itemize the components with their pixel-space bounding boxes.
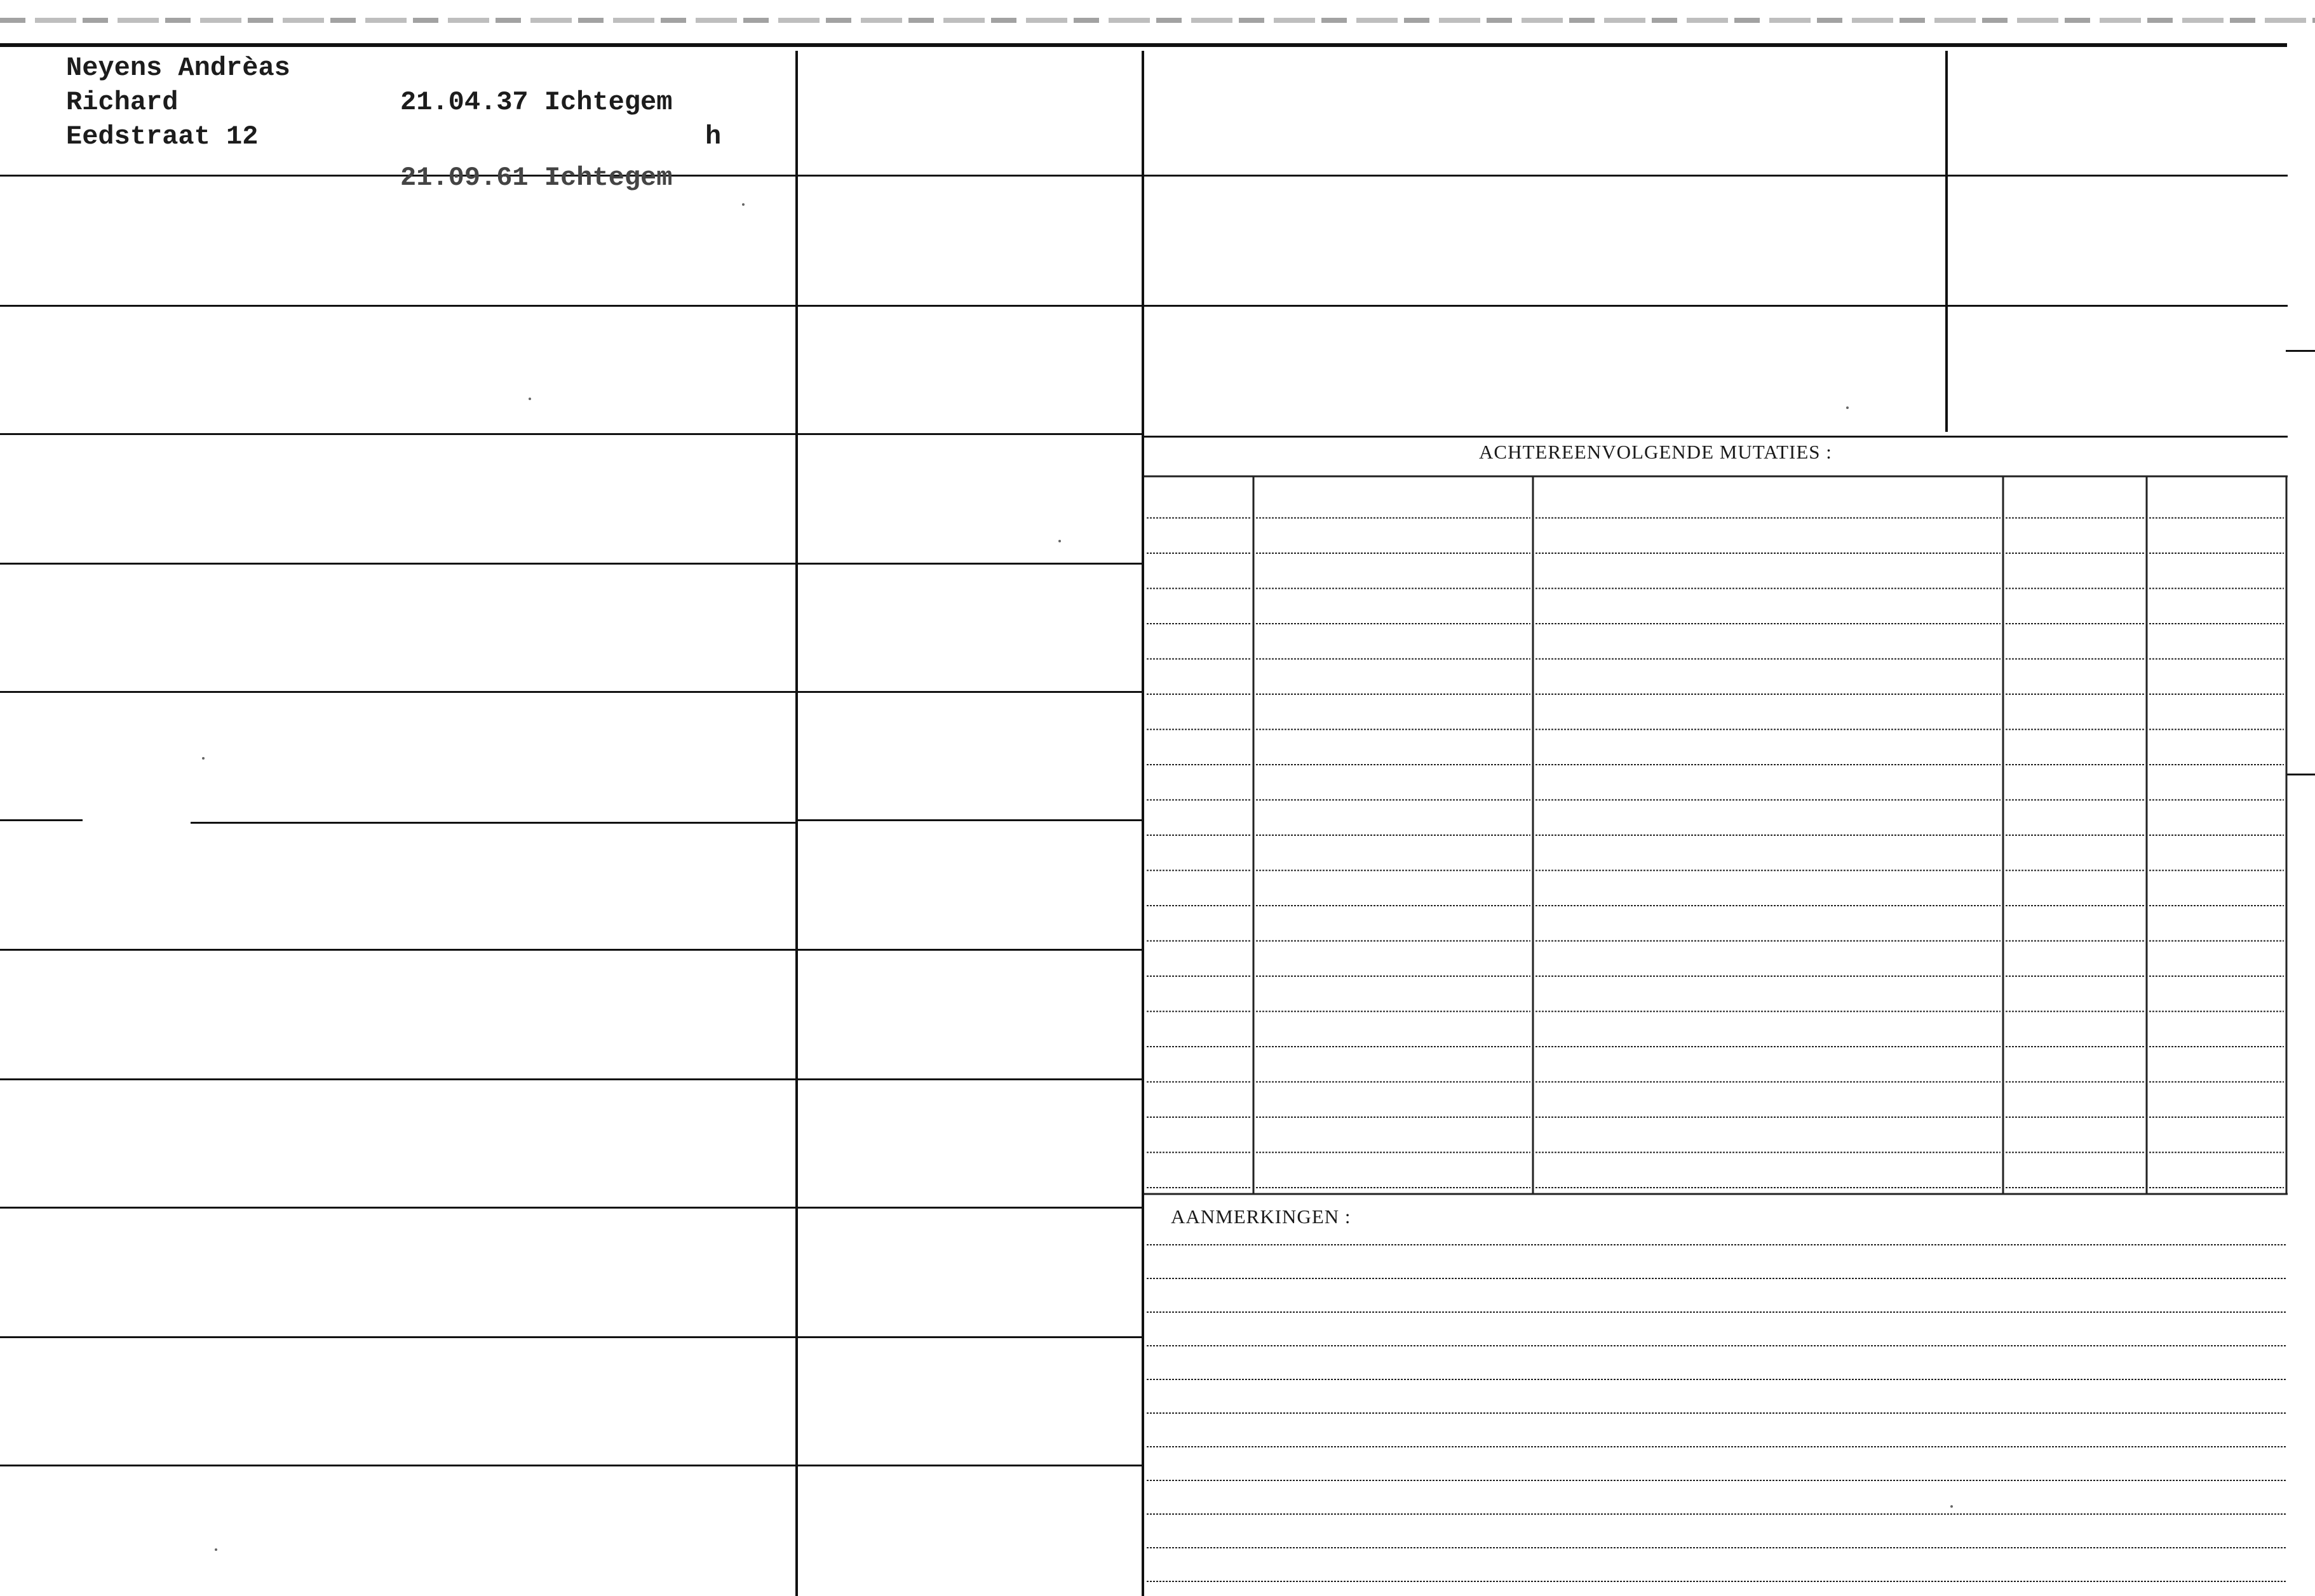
middle-row-rule xyxy=(798,433,1142,435)
torn-top-edge xyxy=(0,18,2315,23)
mutations-table xyxy=(1144,469,2289,1199)
middle-row-rule xyxy=(798,305,1142,307)
middle-row-rule xyxy=(798,1078,1142,1080)
scan-speck xyxy=(215,1548,217,1551)
middle-row-rule xyxy=(798,563,1142,565)
cut-off-typed-line: 21.09.61 Ichtegem xyxy=(400,163,673,193)
column-divider-3 xyxy=(1945,51,1948,432)
margin-tick xyxy=(2286,774,2315,775)
mutations-grid xyxy=(1144,476,2288,1194)
scan-speck xyxy=(202,757,205,760)
middle-row-rule xyxy=(798,1336,1142,1338)
top-border-rule xyxy=(0,43,2287,47)
record-birth-date-place: 21.04.37 Ichtegem xyxy=(400,87,673,117)
right-block-rule xyxy=(1144,436,2288,438)
margin-tick xyxy=(2286,350,2315,352)
middle-row-rule xyxy=(798,819,1142,821)
record-address: Eedstraat 12 xyxy=(66,121,259,152)
middle-row-rule xyxy=(798,1465,1142,1466)
left-row-rule xyxy=(0,691,795,693)
scan-speck xyxy=(742,203,745,206)
left-row-rule xyxy=(0,949,795,951)
remarks-lines xyxy=(1144,1232,2289,1596)
left-row-rule xyxy=(0,563,795,565)
left-row-rule xyxy=(0,305,795,307)
middle-row-rule xyxy=(798,691,1142,693)
scan-speck xyxy=(529,398,531,400)
column-divider-1 xyxy=(795,51,798,1596)
left-row-rule xyxy=(0,1465,795,1466)
scan-speck xyxy=(1058,540,1061,542)
left-row-rule xyxy=(0,1336,795,1338)
left-row-rule xyxy=(0,433,795,435)
left-row-rule xyxy=(0,175,795,177)
middle-row-rule xyxy=(798,1207,1142,1209)
right-block-rule xyxy=(1144,175,2288,177)
left-row-rule xyxy=(0,819,83,821)
scan-speck xyxy=(1846,406,1849,409)
mutations-title: ACHTEREENVOLGENDE MUTATIES : xyxy=(1479,441,1832,463)
left-row-rule xyxy=(0,1078,795,1080)
record-sex-code: h xyxy=(705,121,722,152)
remarks-ruling xyxy=(1147,1245,2286,1581)
right-block-rule xyxy=(1144,305,2288,307)
left-row-rule xyxy=(191,822,795,824)
record-name-line2: Richard xyxy=(66,87,179,117)
middle-row-rule xyxy=(798,949,1142,951)
scan-speck xyxy=(1950,1505,1953,1508)
remarks-title: AANMERKINGEN : xyxy=(1171,1205,1351,1228)
middle-row-rule xyxy=(798,175,1142,177)
left-row-rule xyxy=(0,1207,795,1209)
record-name-line1: Neyens Andrèas xyxy=(66,53,290,83)
